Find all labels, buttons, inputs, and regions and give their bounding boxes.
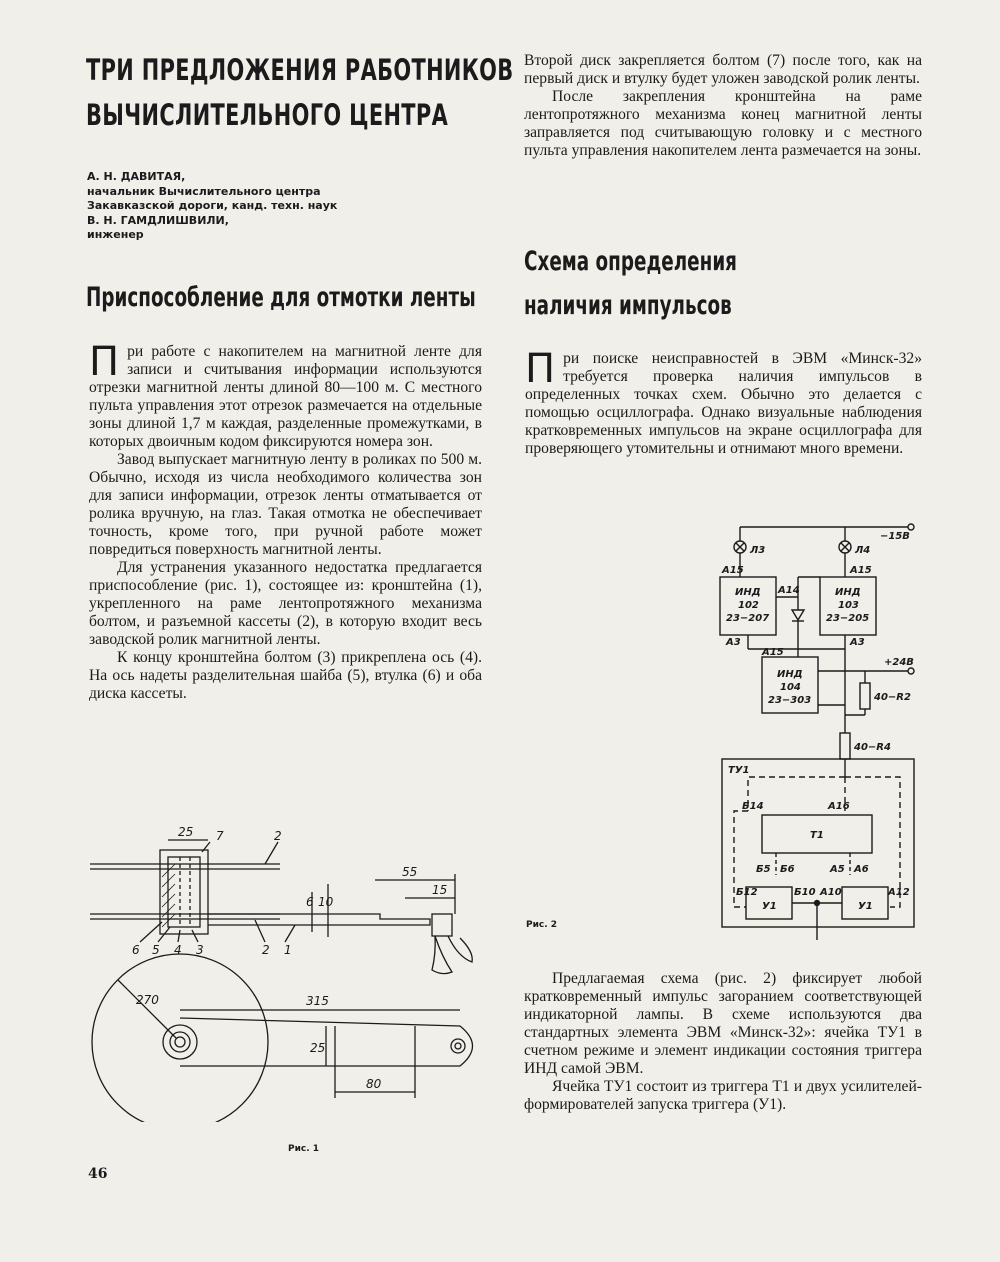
paragraph xyxy=(89,339,482,451)
label: А15 xyxy=(850,565,872,576)
article-title-line-1: ТРИ ПРЕДЛОЖЕНИЯ РАБОТНИКОВ xyxy=(86,53,514,87)
label: А3 xyxy=(850,637,865,648)
label: −15В xyxy=(880,531,910,542)
disc-circle xyxy=(92,954,268,1122)
section-2-text xyxy=(525,346,922,458)
authors-block xyxy=(87,170,467,243)
part-label: 4 xyxy=(174,943,182,957)
dim-label: 270 xyxy=(136,993,159,1007)
dim-label: 10 xyxy=(318,895,334,909)
label: А3 xyxy=(726,637,741,648)
page-number: 46 xyxy=(88,1166,108,1182)
leader-line xyxy=(255,920,265,942)
label: 23−205 xyxy=(826,613,870,624)
label: У1 xyxy=(858,901,873,912)
part-label: 7 xyxy=(216,829,224,843)
hole-inner xyxy=(455,1043,461,1049)
label: +24В xyxy=(884,657,914,668)
resistor-r4 xyxy=(840,733,850,759)
label: А10 xyxy=(820,887,842,898)
paragraph: К концу кронштейна болтом (3) прикреплена ось (4). На ось надеты разделительная шайба (5), втулка (6) и оба диска кассеты. xyxy=(89,649,482,702)
dim-label: 25 xyxy=(310,1041,326,1055)
section-2-heading-line-1: Схема определения xyxy=(524,246,737,277)
label: Л3 xyxy=(750,545,766,556)
label: Б6 xyxy=(780,864,795,875)
label: 23−303 xyxy=(768,695,812,706)
figure-2-circuit xyxy=(700,515,940,945)
part-label: 2 xyxy=(274,829,282,843)
paragraph xyxy=(525,346,922,458)
part-label: 2 xyxy=(262,943,270,957)
section-1-heading: Приспособление для отмотки ленты xyxy=(86,282,476,313)
part-label: 1 xyxy=(284,943,292,957)
label: Б12 xyxy=(736,887,758,898)
author-line: Закавказской дороги, канд. техн. наук xyxy=(87,199,338,212)
leader-line xyxy=(285,925,295,942)
leader-line xyxy=(178,930,180,942)
dim-label: 80 xyxy=(366,1077,382,1091)
label: А5 xyxy=(830,864,845,875)
nut-bore xyxy=(175,1037,185,1047)
leader-line xyxy=(140,922,162,942)
part-label: 5 xyxy=(152,943,160,957)
label: 102 xyxy=(738,600,759,611)
label: ТУ1 xyxy=(728,765,750,776)
dim-label: 315 xyxy=(306,994,329,1008)
label: 40−R4 xyxy=(854,742,891,753)
leader-line xyxy=(265,842,278,864)
author-line: А. Н. ДАВИТАЯ, xyxy=(87,170,186,183)
label: Л4 xyxy=(855,545,871,556)
label: 103 xyxy=(838,600,859,611)
paragraph: После закрепления кронштейна на раме лентопротяжного механизма конец магнитной ленты заправляется под считывающую головку и с местного пульта управления накопителем лента размечается на зоны. xyxy=(524,88,922,159)
author-line: начальник Вычислительного центра xyxy=(87,184,321,198)
terminal xyxy=(908,668,914,674)
dim-label: 6 xyxy=(306,895,314,909)
dim-label: 15 xyxy=(432,883,448,897)
wing-nut xyxy=(432,914,452,936)
label: А6 xyxy=(854,864,869,875)
label: А15 xyxy=(762,647,784,658)
dim-line-270 xyxy=(118,980,176,1038)
label: Б14 xyxy=(742,801,764,812)
section-1-text xyxy=(89,339,482,703)
label: Б5 xyxy=(756,864,771,875)
figure-1-caption: Рис. 1 xyxy=(288,1144,320,1154)
paragraph: Второй диск закрепляется болтом (7) после того, как на первый диск и втулку будет уложен заводской ролик ленты. xyxy=(524,52,922,87)
resistor-r2 xyxy=(860,683,870,709)
paragraph: Ячейка ТУ1 состоит из триггера Т1 и двух усилителей-формирователей запуска триггера (У1). xyxy=(524,1078,922,1113)
label: А12 xyxy=(888,887,910,898)
label: Т1 xyxy=(810,830,824,841)
section-1-continuation xyxy=(524,52,922,160)
article-title xyxy=(86,48,514,138)
wing-nut-wing xyxy=(448,936,472,962)
paragraph: Для устранения указанного недостатка предлагается приспособление (рис. 1), состоящее из: кронштейна (1), укрепленного на раме лентопротяжного механизма болтом, и разъемной кассеты (2), в которую входит весь заводской ролик магнитной ленты. xyxy=(89,559,482,648)
section-2-heading-line-2: наличия импульсов xyxy=(524,290,732,321)
label: А15 xyxy=(722,565,744,576)
drop-cap: П xyxy=(89,339,120,385)
author-line: инженер xyxy=(87,228,144,241)
nut-inner xyxy=(170,1032,190,1052)
label: ИНД xyxy=(835,587,861,598)
part-label: 6 xyxy=(132,943,140,957)
wing-nut-wing xyxy=(432,936,452,974)
hole xyxy=(451,1039,465,1053)
part-label: 3 xyxy=(196,943,204,957)
figure-1-drawing xyxy=(80,822,500,1122)
label: У1 xyxy=(762,901,777,912)
dim-label: 25 xyxy=(178,825,194,839)
paragraph-text: ри поиске неисправностей в ЭВМ «Минск-32» требуется проверка наличия импульсов в определенных точках схем. Обычно это делается с помощью осциллографа. Однако визуальные наблюдения кратковременных импульсов на экране осциллографа для проверяющего утомительны и отнимают много времени. xyxy=(525,350,922,457)
paragraph-text: ри работе с накопителем на магнитной ленте для записи и считывания информации используются отрезки магнитной ленты длиной 80—100 м. С местного пульта управления этот отрезок размечается на отдельные зоны длиной 1,7 м каждая, разделенные промежутками, в которых двоичным кодом фиксируются номера зон. xyxy=(89,343,482,450)
label: Б10 xyxy=(794,887,816,898)
label: 40−R2 xyxy=(874,692,911,703)
label: А16 xyxy=(828,801,850,812)
article-title-line-2: ВЫЧИСЛИТЕЛЬНОГО ЦЕНТРА xyxy=(86,98,449,132)
diode xyxy=(792,610,804,620)
section-2-text-continued xyxy=(524,970,922,1114)
figure-2-caption: Рис. 2 xyxy=(526,920,558,930)
leader-line xyxy=(192,930,198,942)
drop-cap: П xyxy=(525,346,556,392)
paragraph: Предлагаемая схема (рис. 2) фиксирует любой кратковременный импульс загоранием соответствующей индикаторной лампы. В схеме используются два стандартных элемента ЭВМ «Минск-32»: ячейка ТУ1 в счетном режиме и элемент индикации состояния триггера ИНД самой ЭВМ. xyxy=(524,970,922,1077)
author-line: В. Н. ГАМДЛИШВИЛИ, xyxy=(87,213,229,227)
label: 23−207 xyxy=(726,613,770,624)
label: 104 xyxy=(780,682,801,693)
label: А14 xyxy=(778,585,800,596)
terminal xyxy=(908,524,914,530)
nut-outer xyxy=(163,1025,197,1059)
paragraph: Завод выпускает магнитную ленту в роликах по 500 м. Обычно, исходя из числа необходимого количества зон для записи информации, отрезок ленты отматывается от ролика вручную, на глаз. Такая отмотка не обеспечивает точность, кроме того, при ручной работе может повредиться поверхность магнитной ленты. xyxy=(89,451,482,558)
dim-label: 55 xyxy=(402,865,418,879)
section-2-heading xyxy=(524,240,737,328)
label: ИНД xyxy=(777,669,803,680)
label: ИНД xyxy=(735,587,761,598)
